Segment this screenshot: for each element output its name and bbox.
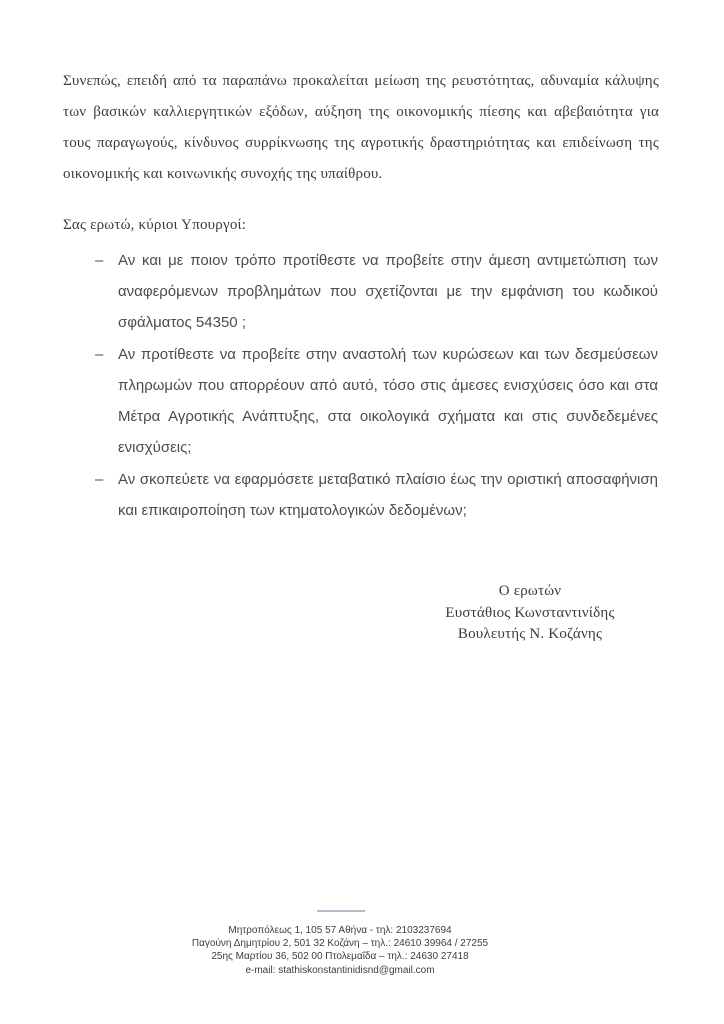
footer-address-block — [140, 924, 540, 977]
footer-email: e-mail: stathiskonstantinidisnd@gmail.com — [245, 964, 435, 976]
question-item — [95, 464, 658, 526]
salutation-line: Σας ερωτώ, κύριοι Υπουργοί: — [63, 217, 247, 233]
footer-address-ptolemaida: 25ης Μαρτίου 36, 502 00 Πτολεμαΐδα – τηλ.: 24630 27418 — [211, 951, 469, 963]
dash-bullet: – — [95, 471, 104, 488]
dash-bullet: – — [95, 346, 104, 363]
question-text: Αν προτίθεστε να προβείτε στην αναστολή των κυρώσεων και των δεσμεύσεων πληρωμών που απορρέουν από αυτό, τόσο στις άμεσες ενισχύσεις όσο και στα Μέτρα Αγροτικής Ανάπτυξης, στα οικολογικά σχήματα και στις συνδεδεμένες ενισχύσεις; — [118, 346, 658, 456]
signature-block — [420, 581, 640, 646]
questions-list — [95, 245, 658, 527]
footer-address-kozani: Παγούνη Δημητρίου 2, 501 32 Κοζάνη – τηλ.: 24610 39964 / 27255 — [191, 938, 489, 950]
footer-divider — [317, 910, 365, 912]
dash-bullet: – — [95, 252, 104, 269]
question-item — [95, 245, 658, 338]
question-text: Αν και με ποιον τρόπο προτίθεστε να προβείτε στην άμεση αντιμετώπιση των αναφερόμενων προβλημάτων που σχετίζονται με την εμφάνιση του κωδικού σφάλματος 54350 ; — [118, 252, 658, 331]
question-text: Αν σκοπεύετε να εφαρμόσετε μεταβατικό πλαίσιο έως την οριστική αποσαφήνιση και επικαιροποίηση των κτηματολογικών δεδομένων; — [118, 471, 658, 519]
signature-role: Βουλευτής Ν. Κοζάνης — [457, 626, 603, 642]
footer-address-athens: Μητροπόλεως 1, 105 57 Αθήνα - τηλ: 2103237694 — [228, 925, 452, 936]
signature-title: Ο ερωτών — [498, 583, 562, 599]
question-item — [95, 339, 658, 463]
signature-name: Ευστάθιος Κωνσταντινίδης — [445, 604, 615, 621]
body-paragraph: Συνεπώς, επειδή από τα παραπάνω προκαλείται μείωση της ρευστότητας, αδυναμία κάλυψης των βασικών καλλιεργητικών εξόδων, αύξηση της οικονομικής πίεσης και αβεβαιότητα για τους παραγωγούς, κίνδυνος συρρίκνωσης της αγροτικής δραστηριότητας και επιδείνωση της οικονομικής και κοινωνικής συνοχής της υπαίθρου. — [63, 73, 659, 182]
